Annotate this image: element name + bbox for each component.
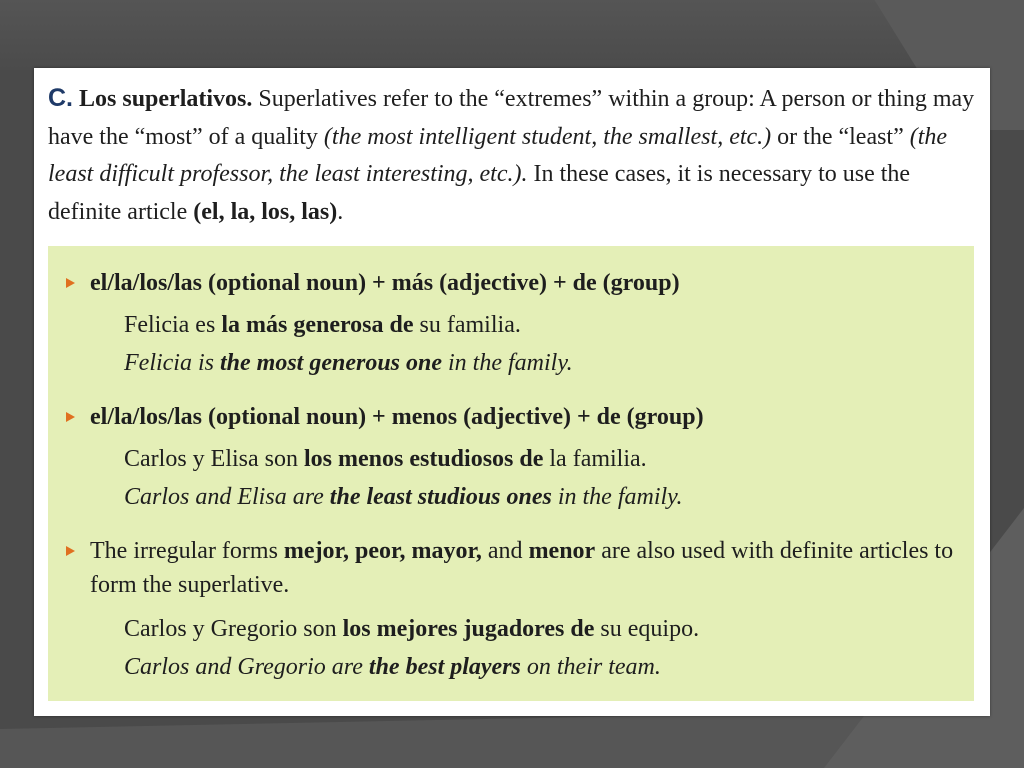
section-title: Los superlativos. [79,86,253,112]
intro-italic-1: (the most intelligent student, the smallest, etc.) [323,123,772,150]
section-letter: C. [48,84,73,112]
bullet-arrow-icon [66,546,75,556]
slide-card [34,68,990,716]
example-spanish: Carlos y Elisa son los menos estudiosos de la familia. [124,446,647,472]
intro-text-4: . [337,198,344,225]
rule-item [66,400,956,434]
intro-paragraph [48,80,978,231]
intro-text-1: Superlatives refer to the “extremes” within a group: A person or thing may have the “most” of a quality [48,86,975,150]
example-spanish: Carlos y Gregorio son los mejores jugadores de su equipo. [124,616,700,642]
bullet-arrow-icon [66,278,75,288]
intro-italic-2: (the least difficult professor, the least interesting, etc.). [48,123,948,187]
example-english: Carlos and Gregorio are the best players on their team. [124,654,661,680]
example-english: Felicia is the most generous one in the family. [124,350,573,376]
bullet-arrow-icon [66,412,75,422]
rule-item: The irregular forms mejor, peor, mayor, and menor are also used with definite articles to form the superlative. [66,534,956,602]
intro-text-3: In these cases, it is necessary to use the definite article [48,161,911,225]
rule-formula: el/la/los/las (optional noun) + más (adjective) + de (group) [90,270,680,296]
irregular-forms: mejor, peor, mayor, [283,538,482,564]
example-english: Carlos and Elisa are the least studious ones in the family. [124,484,683,510]
rule-item [66,266,956,300]
example-spanish: Felicia es la más generosa de su familia. [124,312,521,338]
definite-articles: (el, la, los, las) [193,198,338,225]
rule-formula: el/la/los/las (optional noun) + menos (adjective) + de (group) [90,404,704,430]
background-top [0,0,1024,70]
rules-panel [48,246,974,701]
intro-text-2: or the “least” [771,123,910,150]
